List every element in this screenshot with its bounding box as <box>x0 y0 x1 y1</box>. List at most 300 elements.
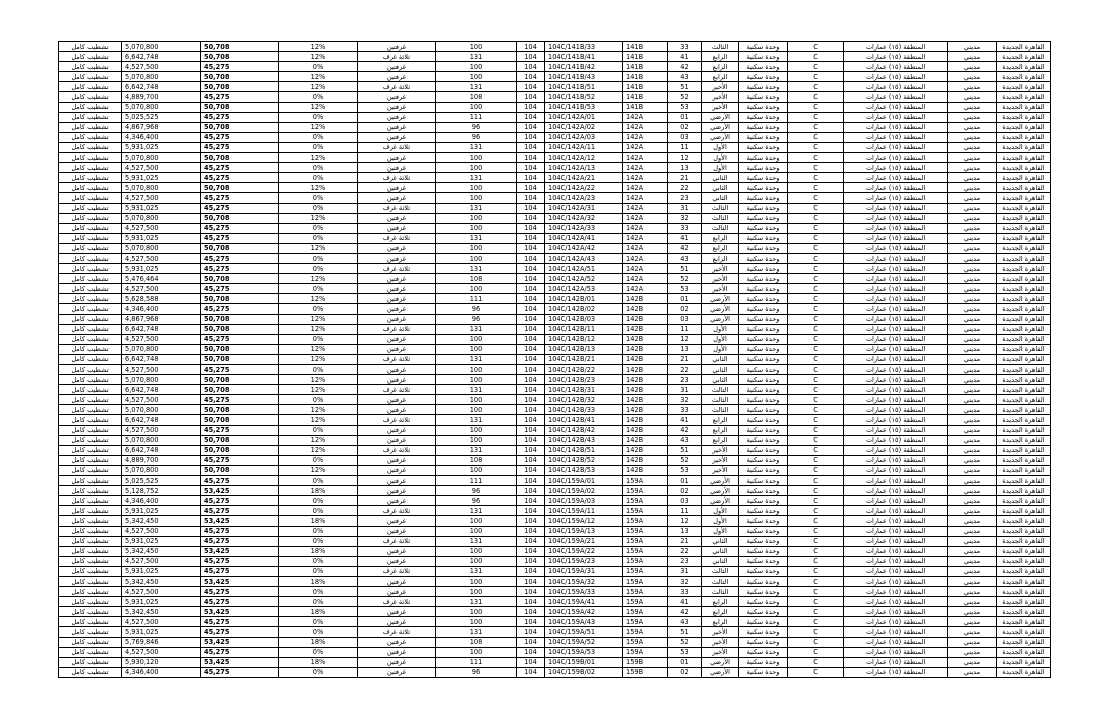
unit-type-cell: وحدة سكنية <box>739 536 788 546</box>
price-per-meter-cell: 45,275 <box>201 627 279 637</box>
category-cell: C <box>788 405 844 415</box>
price-per-meter-cell: 45,275 <box>201 526 279 536</box>
rooms-cell: ثلاثة غرف <box>358 354 436 364</box>
area-cell: 100 <box>436 465 517 475</box>
finishing-cell: تشطيب كامل <box>59 72 122 82</box>
area-cell: 100 <box>436 617 517 627</box>
table-row <box>59 395 1051 405</box>
zone-cell: المنطقة (١٥) عمارات <box>844 324 948 334</box>
discount-cell: 18% <box>279 637 358 647</box>
unit-type-cell: وحدة سكنية <box>739 42 788 52</box>
table-row <box>59 233 1051 243</box>
unit-type-cell: وحدة سكنية <box>739 506 788 516</box>
city-cell: القاهرة الجديدة <box>997 344 1051 354</box>
unit-type-cell: وحدة سكنية <box>739 576 788 586</box>
total-price-cell: 5,342,450 <box>122 576 201 586</box>
area-cell: 96 <box>436 122 517 132</box>
unit-code-cell: 104C/142A/02 <box>545 122 623 132</box>
unit-code-cell: 104C/142B/32 <box>545 395 623 405</box>
floor-cell: الأول <box>702 324 739 334</box>
area-cell: 100 <box>436 375 517 385</box>
area-cell: 131 <box>436 445 517 455</box>
finishing-cell: تشطيب كامل <box>59 385 122 395</box>
table-row <box>59 203 1051 213</box>
unit-code-cell: 104C/142A/23 <box>545 193 623 203</box>
building-cell: 159A <box>623 546 668 556</box>
unit-number-cell: 53 <box>668 284 702 294</box>
city-type-cell: مديني <box>948 203 997 213</box>
zone-cell: المنطقة (١٥) عمارات <box>844 516 948 526</box>
discount-cell: 0% <box>279 365 358 375</box>
price-per-meter-cell: 45,275 <box>201 506 279 516</box>
floor-cell: الرابع <box>702 415 739 425</box>
model-code-cell: 104 <box>517 375 545 385</box>
unit-number-cell: 43 <box>668 617 702 627</box>
building-cell: 141B <box>623 52 668 62</box>
unit-code-cell: 104C/142A/13 <box>545 163 623 173</box>
price-per-meter-cell: 50,708 <box>201 294 279 304</box>
total-price-cell: 6,642,748 <box>122 415 201 425</box>
category-cell: C <box>788 637 844 647</box>
table-row <box>59 435 1051 445</box>
finishing-cell: تشطيب كامل <box>59 476 122 486</box>
discount-cell: 0% <box>279 253 358 263</box>
rooms-cell: ثلاثة غرف <box>358 597 436 607</box>
category-cell: C <box>788 153 844 163</box>
building-cell: 159A <box>623 597 668 607</box>
finishing-cell: تشطيب كامل <box>59 334 122 344</box>
area-cell: 96 <box>436 132 517 142</box>
finishing-cell: تشطيب كامل <box>59 193 122 203</box>
table-row <box>59 667 1051 677</box>
building-cell: 141B <box>623 82 668 92</box>
unit-type-cell: وحدة سكنية <box>739 435 788 445</box>
zone-cell: المنطقة (١٥) عمارات <box>844 385 948 395</box>
city-cell: القاهرة الجديدة <box>997 607 1051 617</box>
city-type-cell: مديني <box>948 354 997 364</box>
floor-cell: الرابع <box>702 243 739 253</box>
price-per-meter-cell: 45,275 <box>201 566 279 576</box>
discount-cell: 12% <box>279 274 358 284</box>
rooms-cell: ثلاثة غرف <box>358 142 436 152</box>
unit-code-cell: 104C/142B/43 <box>545 435 623 445</box>
unit-type-cell: وحدة سكنية <box>739 617 788 627</box>
city-type-cell: مديني <box>948 223 997 233</box>
zone-cell: المنطقة (١٥) عمارات <box>844 365 948 375</box>
unit-number-cell: 33 <box>668 223 702 233</box>
model-code-cell: 104 <box>517 486 545 496</box>
area-cell: 111 <box>436 294 517 304</box>
price-per-meter-cell: 53,425 <box>201 637 279 647</box>
category-cell: C <box>788 506 844 516</box>
unit-code-cell: 104C/142A/53 <box>545 284 623 294</box>
zone-cell: المنطقة (١٥) عمارات <box>844 607 948 617</box>
city-type-cell: مديني <box>948 587 997 597</box>
total-price-cell: 5,769,846 <box>122 637 201 647</box>
floor-cell: الأرضي <box>702 314 739 324</box>
floor-cell: الرابع <box>702 607 739 617</box>
unit-number-cell: 33 <box>668 405 702 415</box>
unit-type-cell: وحدة سكنية <box>739 607 788 617</box>
unit-number-cell: 21 <box>668 536 702 546</box>
category-cell: C <box>788 102 844 112</box>
price-per-meter-cell: 45,275 <box>201 304 279 314</box>
unit-number-cell: 13 <box>668 163 702 173</box>
unit-type-cell: وحدة سكنية <box>739 667 788 677</box>
city-type-cell: مديني <box>948 496 997 506</box>
city-cell: القاهرة الجديدة <box>997 274 1051 284</box>
zone-cell: المنطقة (١٥) عمارات <box>844 415 948 425</box>
rooms-cell: غرفتين <box>358 334 436 344</box>
building-cell: 142A <box>623 142 668 152</box>
area-cell: 100 <box>436 163 517 173</box>
unit-number-cell: 03 <box>668 314 702 324</box>
finishing-cell: تشطيب كامل <box>59 274 122 284</box>
discount-cell: 0% <box>279 334 358 344</box>
discount-cell: 12% <box>279 122 358 132</box>
zone-cell: المنطقة (١٥) عمارات <box>844 354 948 364</box>
model-code-cell: 104 <box>517 274 545 284</box>
table-row <box>59 274 1051 284</box>
category-cell: C <box>788 324 844 334</box>
rooms-cell: غرفتين <box>358 526 436 536</box>
table-row <box>59 72 1051 82</box>
rooms-cell: ثلاثة غرف <box>358 445 436 455</box>
price-per-meter-cell: 50,708 <box>201 375 279 385</box>
category-cell: C <box>788 173 844 183</box>
price-per-meter-cell: 45,275 <box>201 193 279 203</box>
unit-type-cell: وحدة سكنية <box>739 465 788 475</box>
city-cell: القاهرة الجديدة <box>997 365 1051 375</box>
city-cell: القاهرة الجديدة <box>997 324 1051 334</box>
zone-cell: المنطقة (١٥) عمارات <box>844 405 948 415</box>
discount-cell: 12% <box>279 435 358 445</box>
model-code-cell: 104 <box>517 72 545 82</box>
city-type-cell: مديني <box>948 546 997 556</box>
model-code-cell: 104 <box>517 294 545 304</box>
floor-cell: الأرضي <box>702 304 739 314</box>
floor-cell: الأرضي <box>702 294 739 304</box>
table-row <box>59 516 1051 526</box>
floor-cell: الأخير <box>702 637 739 647</box>
unit-code-cell: 104C/159A/51 <box>545 627 623 637</box>
floor-cell: الأخير <box>702 647 739 657</box>
model-code-cell: 104 <box>517 334 545 344</box>
price-per-meter-cell: 53,425 <box>201 546 279 556</box>
unit-code-cell: 104C/142B/41 <box>545 415 623 425</box>
table-row <box>59 334 1051 344</box>
unit-code-cell: 104C/142B/22 <box>545 365 623 375</box>
floor-cell: الأول <box>702 506 739 516</box>
unit-type-cell: وحدة سكنية <box>739 173 788 183</box>
rooms-cell: غرفتين <box>358 657 436 667</box>
floor-cell: الثاني <box>702 173 739 183</box>
unit-number-cell: 52 <box>668 92 702 102</box>
city-type-cell: مديني <box>948 617 997 627</box>
city-type-cell: مديني <box>948 455 997 465</box>
unit-code-cell: 104C/159A/42 <box>545 607 623 617</box>
category-cell: C <box>788 344 844 354</box>
unit-type-cell: وحدة سكنية <box>739 344 788 354</box>
unit-number-cell: 31 <box>668 385 702 395</box>
table-row <box>59 52 1051 62</box>
rooms-cell: غرفتين <box>358 395 436 405</box>
unit-type-cell: وحدة سكنية <box>739 62 788 72</box>
city-cell: القاهرة الجديدة <box>997 435 1051 445</box>
discount-cell: 0% <box>279 142 358 152</box>
discount-cell: 0% <box>279 667 358 677</box>
category-cell: C <box>788 243 844 253</box>
unit-type-cell: وحدة سكنية <box>739 395 788 405</box>
discount-cell: 12% <box>279 375 358 385</box>
floor-cell: الثاني <box>702 365 739 375</box>
price-per-meter-cell: 50,708 <box>201 465 279 475</box>
category-cell: C <box>788 546 844 556</box>
floor-cell: الأخير <box>702 92 739 102</box>
floor-cell: الأخير <box>702 465 739 475</box>
rooms-cell: غرفتين <box>358 647 436 657</box>
price-per-meter-cell: 50,708 <box>201 274 279 284</box>
price-per-meter-cell: 50,708 <box>201 445 279 455</box>
total-price-cell: 5,931,025 <box>122 173 201 183</box>
finishing-cell: تشطيب كامل <box>59 546 122 556</box>
total-price-cell: 6,642,748 <box>122 82 201 92</box>
discount-cell: 0% <box>279 203 358 213</box>
category-cell: C <box>788 395 844 405</box>
floor-cell: الأرضي <box>702 486 739 496</box>
price-per-meter-cell: 45,275 <box>201 476 279 486</box>
area-cell: 96 <box>436 486 517 496</box>
price-per-meter-cell: 45,275 <box>201 173 279 183</box>
total-price-cell: 5,931,025 <box>122 627 201 637</box>
category-cell: C <box>788 486 844 496</box>
unit-type-cell: وحدة سكنية <box>739 163 788 173</box>
rooms-cell: غرفتين <box>358 92 436 102</box>
price-per-meter-cell: 45,275 <box>201 617 279 627</box>
model-code-cell: 104 <box>517 62 545 72</box>
unit-type-cell: وحدة سكنية <box>739 354 788 364</box>
discount-cell: 12% <box>279 415 358 425</box>
discount-cell: 18% <box>279 546 358 556</box>
table-row <box>59 576 1051 586</box>
model-code-cell: 104 <box>517 253 545 263</box>
finishing-cell: تشطيب كامل <box>59 223 122 233</box>
area-cell: 100 <box>436 395 517 405</box>
discount-cell: 12% <box>279 385 358 395</box>
zone-cell: المنطقة (١٥) عمارات <box>844 284 948 294</box>
unit-type-cell: وحدة سكنية <box>739 274 788 284</box>
category-cell: C <box>788 536 844 546</box>
area-cell: 100 <box>436 526 517 536</box>
city-type-cell: مديني <box>948 526 997 536</box>
finishing-cell: تشطيب كامل <box>59 92 122 102</box>
floor-cell: الثالث <box>702 385 739 395</box>
discount-cell: 0% <box>279 455 358 465</box>
building-cell: 142B <box>623 395 668 405</box>
city-type-cell: مديني <box>948 597 997 607</box>
floor-cell: الثاني <box>702 354 739 364</box>
discount-cell: 18% <box>279 657 358 667</box>
finishing-cell: تشطيب كامل <box>59 435 122 445</box>
zone-cell: المنطقة (١٥) عمارات <box>844 153 948 163</box>
building-cell: 159A <box>623 536 668 546</box>
unit-type-cell: وحدة سكنية <box>739 193 788 203</box>
finishing-cell: تشطيب كامل <box>59 617 122 627</box>
price-per-meter-cell: 45,275 <box>201 264 279 274</box>
discount-cell: 0% <box>279 617 358 627</box>
total-price-cell: 5,931,025 <box>122 506 201 516</box>
zone-cell: المنطقة (١٥) عمارات <box>844 223 948 233</box>
unit-number-cell: 11 <box>668 506 702 516</box>
floor-cell: الثاني <box>702 546 739 556</box>
city-cell: القاهرة الجديدة <box>997 354 1051 364</box>
unit-code-cell: 104C/142B/12 <box>545 334 623 344</box>
floor-cell: الثالث <box>702 566 739 576</box>
unit-type-cell: وحدة سكنية <box>739 153 788 163</box>
building-cell: 159A <box>623 566 668 576</box>
table-row <box>59 627 1051 637</box>
area-cell: 96 <box>436 667 517 677</box>
city-type-cell: مديني <box>948 445 997 455</box>
unit-code-cell: 104C/142B/23 <box>545 375 623 385</box>
unit-code-cell: 104C/142A/32 <box>545 213 623 223</box>
unit-number-cell: 33 <box>668 587 702 597</box>
city-type-cell: مديني <box>948 627 997 637</box>
building-cell: 142A <box>623 163 668 173</box>
floor-cell: الأخير <box>702 455 739 465</box>
unit-type-cell: وحدة سكنية <box>739 92 788 102</box>
model-code-cell: 104 <box>517 435 545 445</box>
city-cell: القاهرة الجديدة <box>997 294 1051 304</box>
zone-cell: المنطقة (١٥) عمارات <box>844 587 948 597</box>
unit-code-cell: 104C/142A/21 <box>545 173 623 183</box>
area-cell: 131 <box>436 52 517 62</box>
city-type-cell: مديني <box>948 637 997 647</box>
unit-number-cell: 33 <box>668 42 702 52</box>
total-price-cell: 5,628,588 <box>122 294 201 304</box>
zone-cell: المنطقة (١٥) عمارات <box>844 72 948 82</box>
total-price-cell: 5,070,800 <box>122 102 201 112</box>
price-per-meter-cell: 45,275 <box>201 647 279 657</box>
unit-code-cell: 104C/142B/13 <box>545 344 623 354</box>
table-row <box>59 354 1051 364</box>
price-per-meter-cell: 45,275 <box>201 92 279 102</box>
city-cell: القاهرة الجديدة <box>997 102 1051 112</box>
rooms-cell: ثلاثة غرف <box>358 324 436 334</box>
total-price-cell: 4,889,700 <box>122 455 201 465</box>
category-cell: C <box>788 264 844 274</box>
area-cell: 100 <box>436 253 517 263</box>
discount-cell: 0% <box>279 556 358 566</box>
discount-cell: 0% <box>279 284 358 294</box>
city-type-cell: مديني <box>948 42 997 52</box>
floor-cell: الثاني <box>702 375 739 385</box>
unit-number-cell: 53 <box>668 647 702 657</box>
zone-cell: المنطقة (١٥) عمارات <box>844 42 948 52</box>
city-cell: القاهرة الجديدة <box>997 415 1051 425</box>
rooms-cell: غرفتين <box>358 132 436 142</box>
building-cell: 159A <box>623 627 668 637</box>
discount-cell: 12% <box>279 314 358 324</box>
model-code-cell: 104 <box>517 425 545 435</box>
city-type-cell: مديني <box>948 465 997 475</box>
rooms-cell: غرفتين <box>358 112 436 122</box>
city-cell: القاهرة الجديدة <box>997 334 1051 344</box>
unit-code-cell: 104C/159A/02 <box>545 486 623 496</box>
total-price-cell: 5,070,800 <box>122 375 201 385</box>
total-price-cell: 5,931,025 <box>122 233 201 243</box>
finishing-cell: تشطيب كامل <box>59 163 122 173</box>
city-type-cell: مديني <box>948 657 997 667</box>
finishing-cell: تشطيب كامل <box>59 82 122 92</box>
finishing-cell: تشطيب كامل <box>59 506 122 516</box>
unit-code-cell: 104C/141B/43 <box>545 72 623 82</box>
unit-number-cell: 32 <box>668 213 702 223</box>
city-type-cell: مديني <box>948 163 997 173</box>
city-cell: القاهرة الجديدة <box>997 556 1051 566</box>
category-cell: C <box>788 304 844 314</box>
finishing-cell: تشطيب كامل <box>59 294 122 304</box>
building-cell: 141B <box>623 72 668 82</box>
unit-type-cell: وحدة سكنية <box>739 304 788 314</box>
discount-cell: 0% <box>279 425 358 435</box>
zone-cell: المنطقة (١٥) عمارات <box>844 334 948 344</box>
rooms-cell: غرفتين <box>358 284 436 294</box>
rooms-cell: ثلاثة غرف <box>358 385 436 395</box>
city-cell: القاهرة الجديدة <box>997 62 1051 72</box>
discount-cell: 12% <box>279 294 358 304</box>
unit-number-cell: 02 <box>668 122 702 132</box>
finishing-cell: تشطيب كامل <box>59 375 122 385</box>
total-price-cell: 6,642,748 <box>122 354 201 364</box>
area-cell: 131 <box>436 142 517 152</box>
building-cell: 159B <box>623 667 668 677</box>
discount-cell: 0% <box>279 476 358 486</box>
discount-cell: 12% <box>279 243 358 253</box>
area-cell: 100 <box>436 647 517 657</box>
city-cell: القاهرة الجديدة <box>997 627 1051 637</box>
price-per-meter-cell: 50,708 <box>201 153 279 163</box>
price-per-meter-cell: 45,275 <box>201 203 279 213</box>
total-price-cell: 4,867,968 <box>122 314 201 324</box>
finishing-cell: تشطيب كامل <box>59 354 122 364</box>
finishing-cell: تشطيب كامل <box>59 647 122 657</box>
total-price-cell: 5,342,450 <box>122 546 201 556</box>
zone-cell: المنطقة (١٥) عمارات <box>844 576 948 586</box>
building-cell: 159B <box>623 657 668 667</box>
city-cell: القاهرة الجديدة <box>997 153 1051 163</box>
table-row <box>59 587 1051 597</box>
area-cell: 100 <box>436 284 517 294</box>
zone-cell: المنطقة (١٥) عمارات <box>844 233 948 243</box>
unit-code-cell: 104C/159A/43 <box>545 617 623 627</box>
model-code-cell: 104 <box>517 587 545 597</box>
finishing-cell: تشطيب كامل <box>59 657 122 667</box>
unit-type-cell: وحدة سكنية <box>739 223 788 233</box>
table-row <box>59 253 1051 263</box>
unit-code-cell: 104C/159A/22 <box>545 546 623 556</box>
table-row <box>59 213 1051 223</box>
discount-cell: 12% <box>279 72 358 82</box>
finishing-cell: تشطيب كامل <box>59 445 122 455</box>
table-row <box>59 445 1051 455</box>
table-row <box>59 546 1051 556</box>
rooms-cell: ثلاثة غرف <box>358 506 436 516</box>
unit-code-cell: 104C/142B/31 <box>545 385 623 395</box>
category-cell: C <box>788 52 844 62</box>
rooms-cell: غرفتين <box>358 274 436 284</box>
price-per-meter-cell: 50,708 <box>201 82 279 92</box>
